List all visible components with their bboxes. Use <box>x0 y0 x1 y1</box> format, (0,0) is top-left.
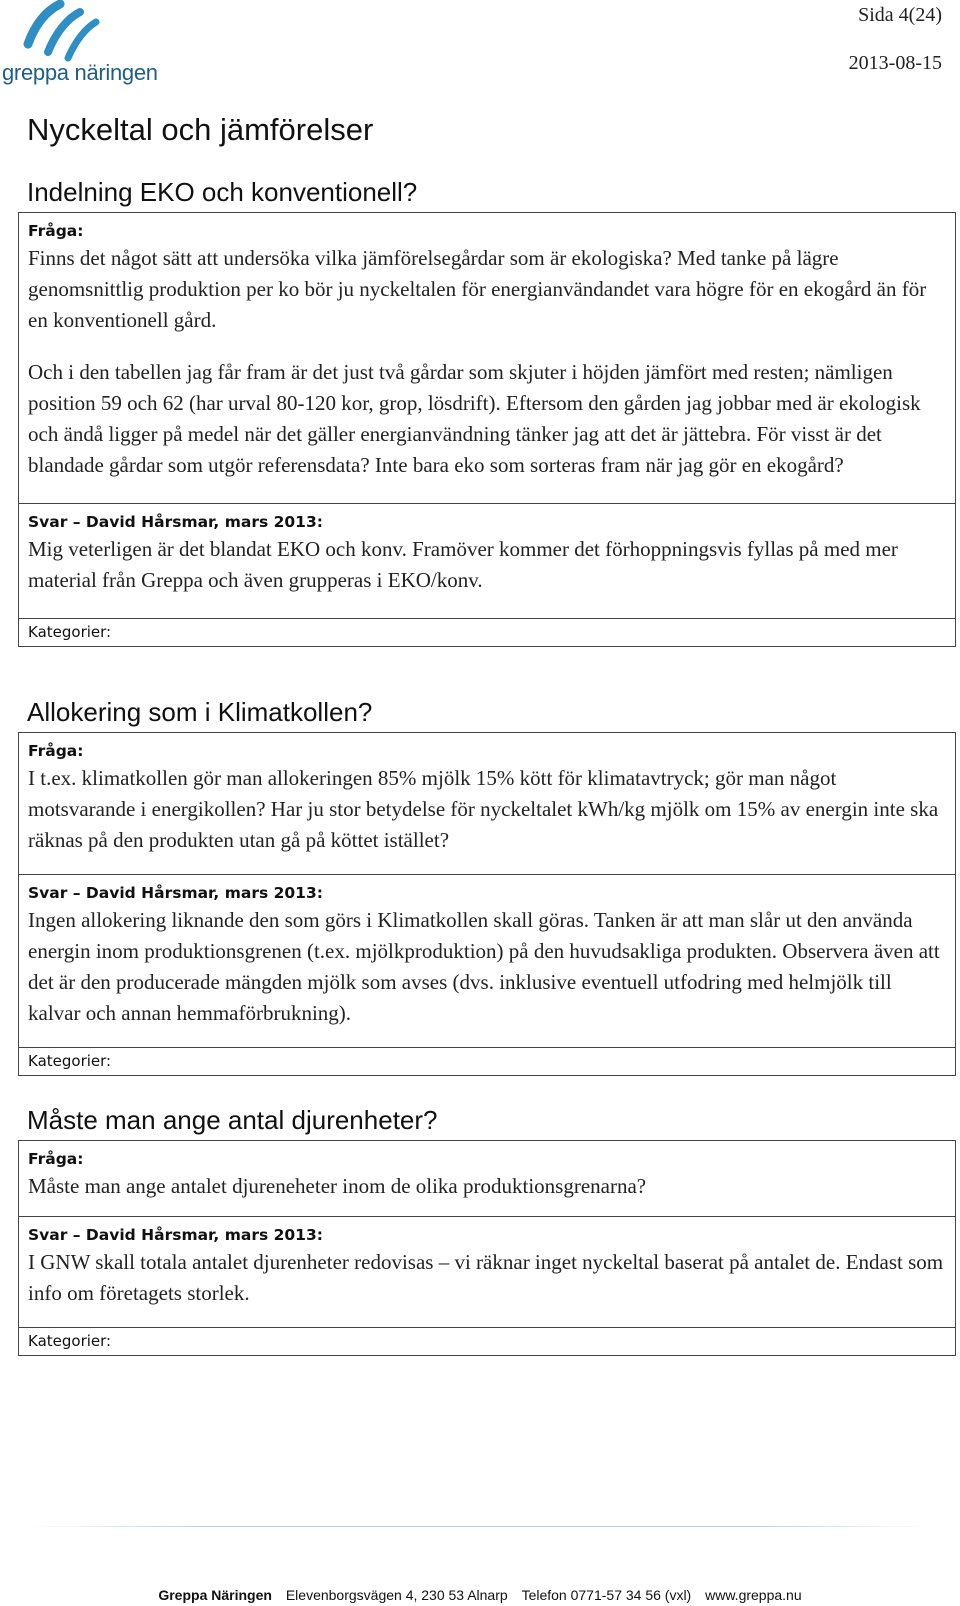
answer-text: Ingen allokering liknande den som görs i Klimatkollen skall göras. Tanken är att man slår ut den använda energin inom produktionsgrenen (t.ex. mjölkproduktion) på den huvudsakliga produkten. Observera även att det är den producerade mängden mjölk som avses (dvs. inklusive eventuell utfodring med helmjölk till kalvar och annan hemmaförbrukning). <box>28 908 940 1025</box>
categories-cell: Kategorier: <box>28 1052 112 1070</box>
footer-divider <box>30 1526 930 1527</box>
answer-text: Mig veterligen är det blandat EKO och konv. Framöver kommer det förhoppningsvis fyllas på med mer material från Greppa och även grupperas i EKO/konv. <box>28 537 898 592</box>
logo-mark-icon <box>22 0 132 62</box>
question-cell <box>19 1141 955 1217</box>
faq-table <box>18 1140 956 1356</box>
logo-text: greppa näringen <box>2 60 158 85</box>
faq-section-3 <box>18 1100 956 1356</box>
faq-section-2 <box>18 692 956 1076</box>
section-title: Måste man ange antal djurenheter? <box>27 1105 438 1135</box>
question-cell <box>19 213 955 504</box>
footer-website: www.greppa.nu <box>705 1587 802 1603</box>
question-cell <box>19 733 955 875</box>
faq-table <box>18 212 956 647</box>
question-label: Fråga: <box>28 222 84 240</box>
section-title: Indelning EKO och konventionell? <box>27 177 418 207</box>
categories-cell: Kategorier: <box>28 1332 112 1350</box>
question-text: I t.ex. klimatkollen gör man allokeringen 85% mjölk 15% kött för klimatavtryck; gör man något motsvarande i energikollen? Har ju stor betydelse för nyckeltalet kWh/kg mjölk om 15% av energin inte ska räknas på den produkten utan gå på köttet istället? <box>28 766 939 852</box>
question-label: Fråga: <box>28 742 84 760</box>
footer-phone: Telefon 0771-57 34 56 (vxl) <box>521 1587 692 1603</box>
question-label: Fråga: <box>28 1150 84 1168</box>
answer-cell <box>19 504 955 619</box>
page-number: Sida 4(24) <box>858 4 942 26</box>
question-text: Måste man ange antalet djureneheter inom de olika produktionsgrenarna? <box>28 1174 647 1198</box>
document-date: 2013-08-15 <box>848 52 942 74</box>
page-title: Nyckeltal och jämförelser <box>27 112 374 147</box>
answer-text: I GNW skall totala antalet djurenheter redovisas – vi räknar inget nyckeltal baserat på antalet de. Endast som info om företagets storlek. <box>28 1250 944 1305</box>
faq-table <box>18 732 956 1076</box>
footer-address: Elevenborgsvägen 4, 230 53 Alnarp <box>285 1587 508 1603</box>
question-text: Finns det något sätt att undersöka vilka jämförelsegårdar som är ekologiska? Med tanke på lägre genomsnittlig produktion per ko bör ju nyckeltalen för energianvändandet vara högre för en ekogård än för en konventionell gård. <box>28 246 927 332</box>
answer-label: Svar – David Hårsmar, mars 2013: <box>28 884 323 902</box>
page-footer <box>0 1587 960 1603</box>
answer-cell <box>19 875 955 1048</box>
question-text: Och i den tabellen jag får fram är det just två gårdar som skjuter i höjden jämfört med resten; nämligen position 59 och 62 (har urval 80-120 kor, grop, lösdrift). Eftersom den gården jag jobbar med är ekologisk och ändå ligger på medel när det gäller energianvändning tänker jag att det är jättebra. För visst är det blandade gårdar som utgör referensdata? Inte bara eko som sorteras fram när jag gör en ekogård? <box>28 360 921 477</box>
faq-section-1 <box>18 172 956 647</box>
section-title: Allokering som i Klimatkollen? <box>27 697 373 727</box>
answer-label: Svar – David Hårsmar, mars 2013: <box>28 1226 323 1244</box>
greppa-logo <box>0 0 170 92</box>
answer-cell <box>19 1217 955 1328</box>
footer-company: Greppa Näringen <box>158 1587 272 1603</box>
categories-cell: Kategorier: <box>28 623 112 641</box>
answer-label: Svar – David Hårsmar, mars 2013: <box>28 513 323 531</box>
